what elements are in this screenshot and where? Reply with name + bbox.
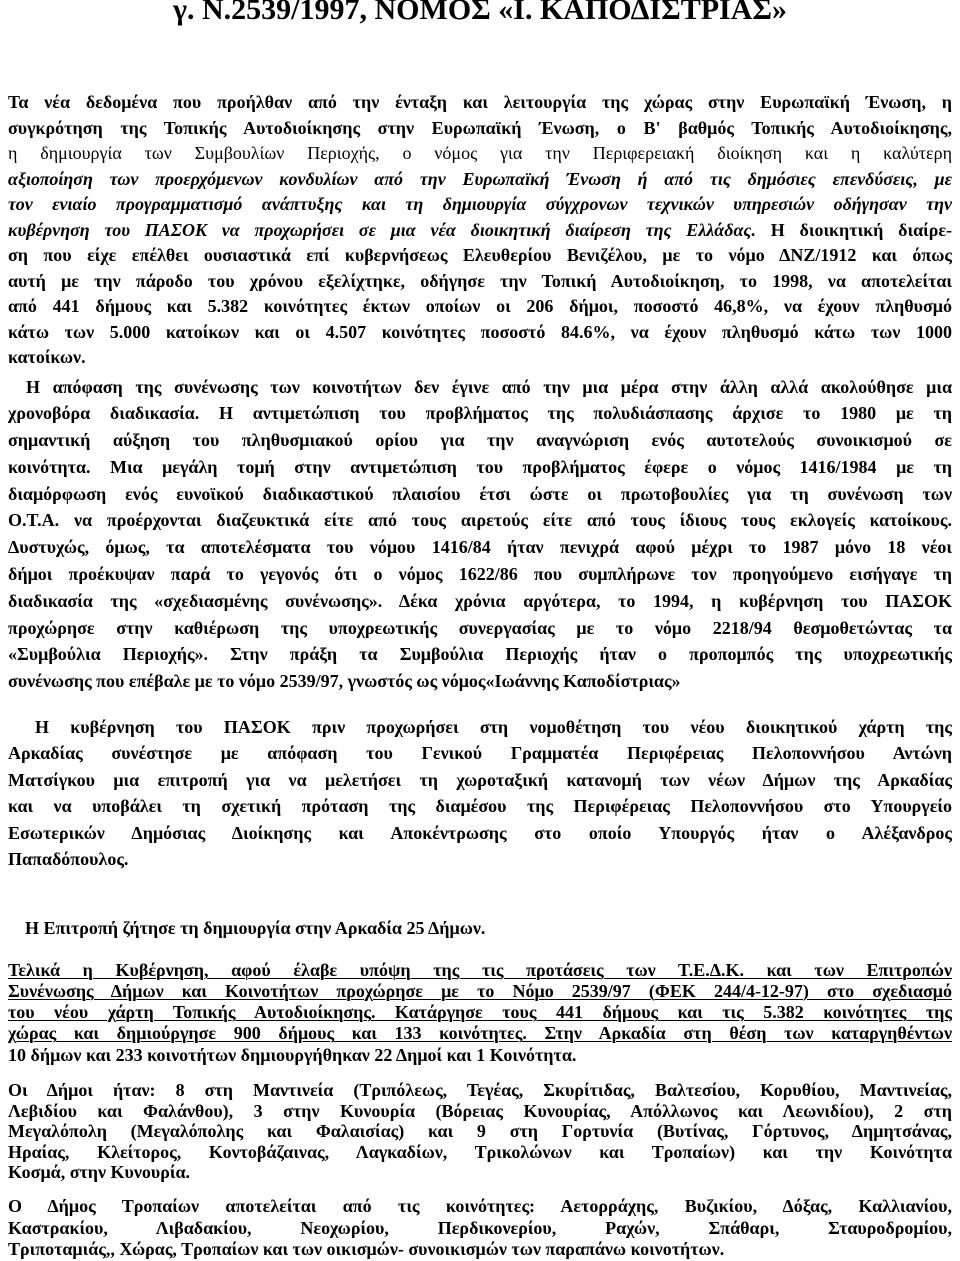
paragraph-line: κάτω των 5.000 κατοίκων και οι 4.507 κοινότητες ποσοστό 84.6%, να έχουν πληθυσμό κάτω των 1000 (8, 321, 952, 342)
paragraph-line: από 441 δήμους και 5.382 κοινότητες έκτων οποίων οι 206 δήμοι, ποσοστό 46,8%, να έχουν πληθυσμό (8, 296, 952, 316)
paragraph-intro (8, 90, 952, 371)
paragraph-line: Παπαδόπουλος. (8, 848, 129, 869)
paragraph-line: Εσωτερικών Δημόσιας Διοίκησης και Αποκέντρωσης στο οποίο Υπουργός ήταν ο Αλέξανδρος (8, 822, 952, 843)
paragraph-line: «Συμβούλια Περιοχής». Στην πράξη τα Συμβούλια Περιοχής ήταν ο προπομπός της υποχρεωτικής (8, 644, 952, 665)
paragraph-line: Ο.Τ.Α. να προέρχονται διαζευκτικά είτε από τους αιρετούς είτε από τους ίδιους τους εκλογείς κατοίκους. (8, 510, 952, 531)
paragraph-line: αυτή με την πάροδο του χρόνου εξελίχτηκε, οδήγησε την Τοπική Αυτοδιοίκηση, το 1998, να αποτελείται (8, 270, 952, 291)
paragraph-committee-request (8, 915, 952, 941)
paragraph-line: Δυστυχώς, όμως, τα αποτελέσματα του νόμου 1416/84 ήταν πενιχρά αφού μέχρι το 1987 μόνο 18 νέοι (8, 537, 952, 558)
paragraph-line: Οι Δήμοι ήταν: 8 στη Μαντινεία (Τριπόλεως, Τεγέας, Σκυρίτιδας, Βαλτεσίου, Κορυθίου, Μαντινείας, (8, 1080, 952, 1100)
paragraph-line: Ματσίγκου μια επιτροπή για να μελετήσει τη χωροταξική κατανομή των νέων Δήμων της Αρκαδίας (8, 769, 952, 790)
paragraph-line: η δημιουργία των Συμβουλίων Περιοχής, ο νόμος για την Περιφερειακή διοίκηση και η καλύτερη (8, 143, 952, 163)
paragraph-line: Ηραίας, Κλείτορος, Κοντοβάζαινας, Λαγκαδίων, Τρικολώνων και Τροπαίων) και την Κοινότητα (8, 1141, 952, 1162)
paragraph-line: σημαντική αύξηση του πληθυσμιακού ορίου για την αναγνώριση ενός αυτοτελούς συνοικισμού σε (8, 430, 952, 451)
paragraph-line: Αρκαδίας συνέστησε με απόφαση του Γενικού Γραμματέα Περιφέρειας Πελοποννήσου Αντώνη (8, 743, 952, 764)
paragraph-line: Η Επιτροπή ζήτησε τη δημιουργία στην Αρκαδία 25 Δήμων. (25, 918, 486, 938)
paragraph-line: Τελικά η Κυβέρνηση, αφού έλαβε υπόψη της τις προτάσεις των Τ.Ε.Δ.Κ. και των Επιτροπών (8, 959, 952, 980)
paragraph-line: τον ενιαίο προγραμματισμό ανάπτυξης και τη δημιουργία σύγχρονων τεχνικών υπηρεσιών οδήγησαν την (8, 194, 952, 214)
paragraph-line: αξιοποίηση των προερχόμενων κονδυλίων από την Ευρωπαϊκή Ένωση ή από τις δημόσιες επενδύσεις, με (8, 168, 952, 189)
paragraph-line: του νέου χάρτη Τοπικής Αυτοδιοίκησης. Κατάργησε τους 441 δήμους και τις 5.382 κοινότητες της (8, 1002, 952, 1022)
paragraph-line: κοινότητα. Μια μεγάλη τομή στην αντιμετώπιση του προβλήματος έφερε ο νόμος 1416/1984 με τη (8, 456, 952, 477)
paragraph-line-segment: Η διοικητική διαίρε- (770, 219, 952, 240)
paragraph-line: κατοίκων. (8, 347, 86, 367)
section-title: γ. Ν.2539/1997, ΝΟΜΟΣ «Ι. ΚΑΠΟΔΙΣΤΡΙΑΣ» (172, 0, 787, 26)
paragraph-line: 10 δήμων και 233 κοινοτήτων δημιουργήθηκαν 22 Δημοί και 1 Κοινότητα. (8, 1044, 577, 1065)
paragraph-line: Η απόφαση της συνένωσης των κοινοτήτων δεν έγινε από την μια μέρα στην άλλη αλλά ακολούθησε μια (26, 376, 952, 397)
paragraph-municipalities-list (8, 1080, 952, 1183)
paragraph-line: Μεγαλόπολη (Μεγαλόπολης και Φαλαισίας) και 9 στη Γορτυνία (Βυτίνας, Γόρτυνος, Δημητσάνας, (8, 1121, 952, 1141)
paragraph-line: χρονοβόρα διαδικασία. Η αντιμετώπιση του προβλήματος της πολυδιάσπασης άρχισε το 1980 με τη (8, 403, 952, 424)
paragraph-line: Ο Δήμος Τροπαίων αποτελείται από τις κοινότητες: Αετορράχης, Βυζικίου, Δόξας, Καλλιανίου, (8, 1196, 952, 1216)
paragraph-line: δήμοι προέκυψαν παρά το γεγονός ότι ο νόμος 1622/86 που συμπλήρωνε τον προηγούμενο εισήγαγε τη (8, 564, 952, 585)
paragraph-merger-history (8, 374, 952, 696)
paragraph-line: διαμόρφωση ενός ευνοϊκού διαδικαστικού πλαισίου έτσι ώστε οι πρωτοβουλίες για τη συνένωση των (8, 483, 952, 504)
paragraph-line: προχώρησε στην καθιέρωση της υποχρεωτικής συνεργασίας με το νόμο 2218/94 θεσμοθετώντας τα (8, 617, 952, 638)
paragraph-tropaia-communities (8, 1196, 952, 1261)
paragraph-line: Κοσμά, στην Κυνουρία. (8, 1162, 191, 1182)
paragraph-line: συνένωσης που επέβαλε με το νόμο 2539/97, γνωστός ως νόμος«Ιωάννης Καποδίστριας» (8, 671, 681, 692)
paragraph-line: Καστρακίου, Λιβαδακίου, Νεοχωρίου, Περδικονερίου, Ραχών, Σπάθαρι, Σταυροδρομίου, (8, 1217, 952, 1238)
paragraph-line: συγκρότηση της Τοπικής Αυτοδιοίκησης στην Ευρωπαϊκή Ένωση, ο Β' βαθμός Τοπικής Αυτοδιοίκησης, (8, 117, 952, 138)
paragraph-line: Η κυβέρνηση του ΠΑΣΟΚ πριν προχωρήσει στη νομοθέτηση του νέου διοικητικού χάρτη της (35, 717, 952, 737)
paragraph-final-law (8, 960, 952, 1066)
paragraph-line: ση που είχε επέλθει ουσιαστικά επί κυβερνήσεως Ελευθερίου Βενιζέλου, με το νόμο ΔΝΖ/1912 και όπως (8, 245, 952, 265)
paragraph-line: χώρας και δημιούργησε 900 δήμους και 133 κοινότητες. Στην Αρκαδία στη θέση των καταργηθέντων (8, 1023, 952, 1044)
paragraph-line: Λεβιδίου και Φαλάνθου), 3 στην Κυνουρία (Βόρειας Κυνουρίας, Απόλλωνος και Λεωνιδίου), 2 στη (8, 1100, 952, 1121)
paragraph-line: διαδικασία της «σχεδιασμένης συνένωσης». Δέκα χρόνια αργότερα, το 1994, η κυβέρνηση του ΠΑΣΟΚ (8, 590, 952, 611)
paragraph-line: Τριποταμιάς,, Χώρας, Τροπαίων και των οικισμών- συνοικισμών των παραπάνω κοινοτήτων. (8, 1239, 725, 1259)
paragraph-line-italic-segment: κυβέρνηση του ΠΑΣΟΚ να προχωρήσει σε μια νέα διοικητική διαίρεση της Ελλάδας. (8, 219, 756, 240)
paragraph-line: Συνένωσης Δήμων και Κοινοτήτων προχώρησε με το Νόμο 2539/97 (ΦΕΚ 244/4-12-97) στο σχεδιασμό (8, 980, 952, 1001)
paragraph-committee (8, 714, 952, 872)
paragraph-line (8, 218, 952, 244)
paragraph-line: Τα νέα δεδομένα που προήλθαν από την ένταξη και λειτουργία της χώρας στην Ευρωπαϊκή Ένωση, η (8, 92, 952, 112)
paragraph-line: και να υποβάλει τη σχετική πρόταση της διαμέσου της Περιφέρειας Πελοποννήσου στο Υπουργείο (8, 796, 952, 817)
